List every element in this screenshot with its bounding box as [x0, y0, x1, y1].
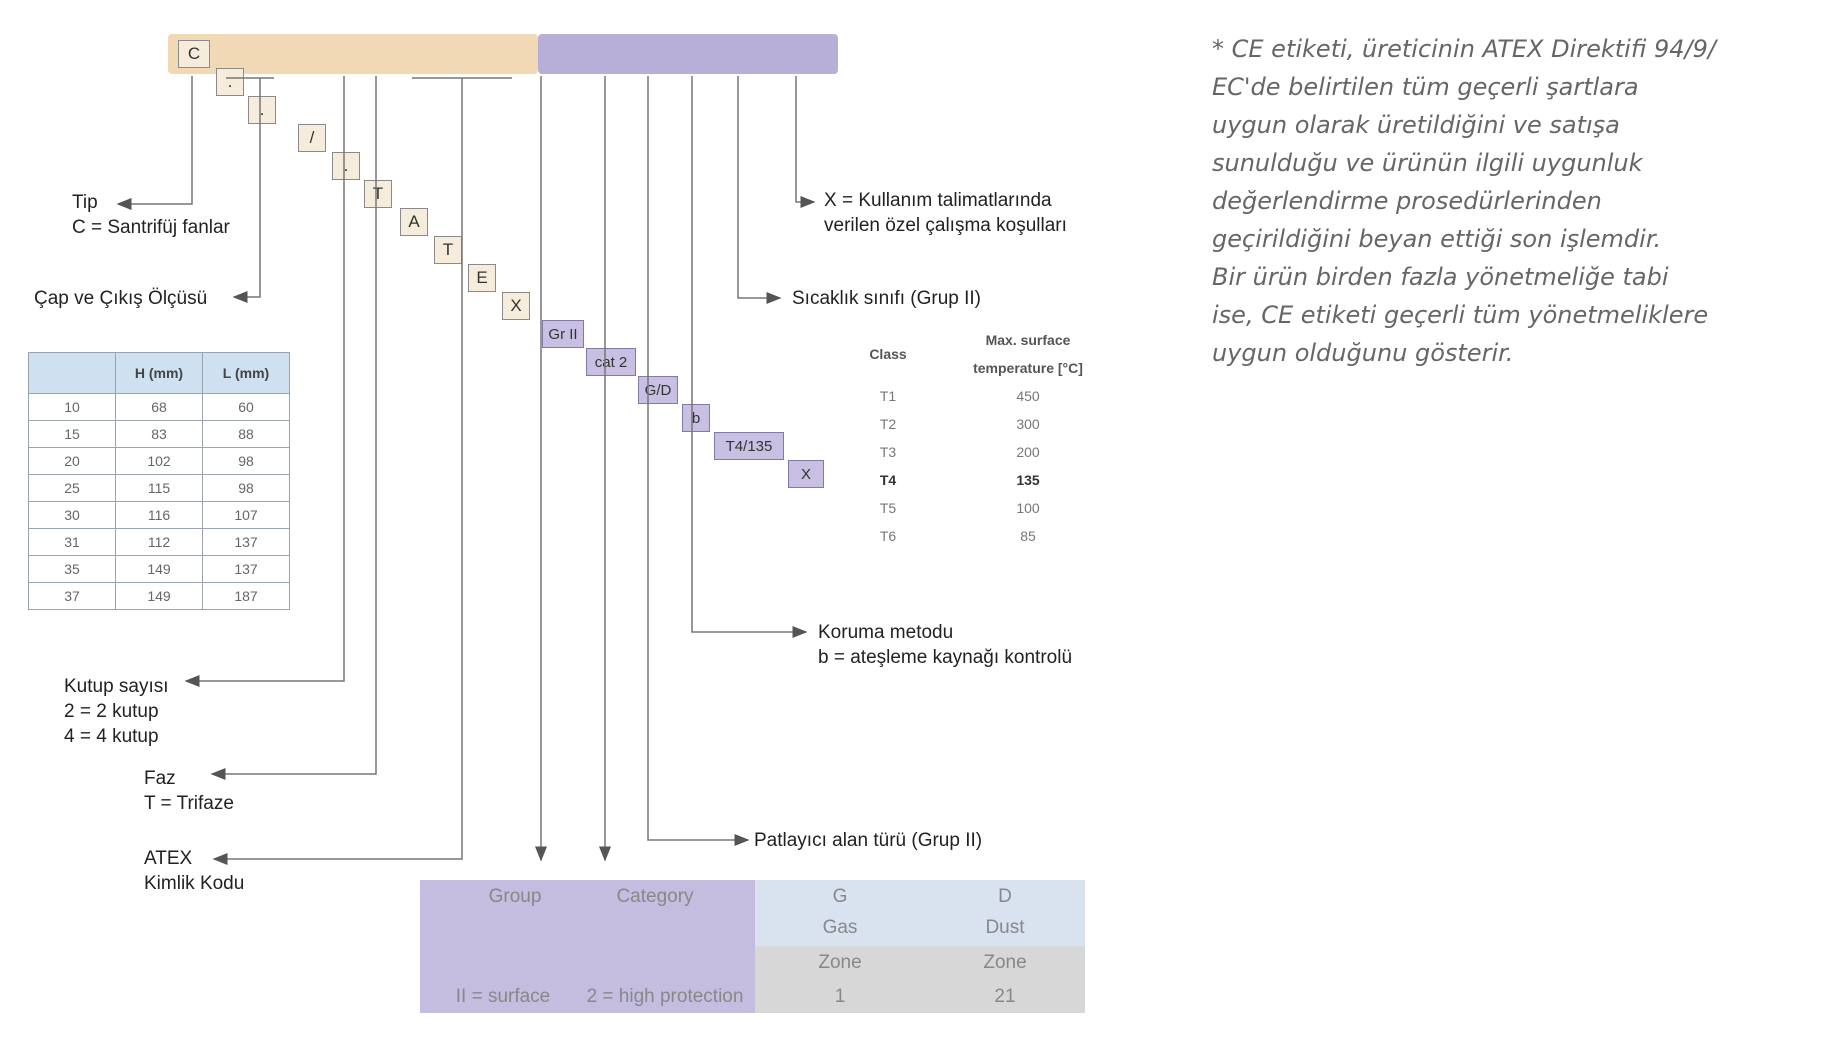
side-note-line: EC'de belirtilen tüm geçerli şartlara: [1212, 73, 1639, 101]
table-row: [852, 528, 1052, 556]
side-note-line: Bir ürün birden fazla yönetmeliğe tabi: [1212, 263, 1669, 291]
table-row: [852, 388, 1052, 416]
table-row: [29, 421, 290, 448]
table-cell: 88: [203, 421, 290, 448]
table-cell: 149: [116, 583, 203, 610]
table-cell: 98: [203, 475, 290, 502]
temp-header-class: Class: [869, 346, 907, 362]
table-cell: 37: [29, 583, 116, 610]
side-note-line: ise, CE etiketi geçerli tüm yönetmeliklere: [1212, 301, 1709, 329]
code-cell: .: [248, 96, 276, 124]
code-cell: E: [468, 264, 496, 292]
table-row-highlighted: [852, 472, 1052, 500]
table-row: [852, 500, 1052, 528]
table-cell: 30: [29, 502, 116, 529]
temp-class: T5: [879, 500, 897, 516]
label-koruma-desc: b = ateşleme kaynağı kontrolü: [818, 647, 1073, 668]
table-row: [852, 416, 1052, 444]
temp-header-max: Max. surface: [985, 332, 1071, 348]
label-tip-desc: C = Santrifüj fanlar: [72, 217, 230, 238]
table-cell: 112: [116, 529, 203, 556]
code-cell-group: Gr II: [542, 320, 584, 348]
table-row: [852, 444, 1052, 472]
temp-value: 200: [1016, 444, 1040, 460]
code-cell-category: cat 2: [586, 348, 636, 376]
ce-side-note: [1212, 30, 1812, 372]
code-cell: T: [434, 236, 462, 264]
table-cell: 68: [116, 394, 203, 421]
side-note-line: * CE etiketi, üreticinin ATEX Direktifi 94/9/: [1212, 35, 1716, 63]
table-cell: 137: [203, 556, 290, 583]
table-row: [29, 583, 290, 610]
table-row: [29, 394, 290, 421]
dim-header-cell: H (mm): [116, 353, 203, 394]
code-cell: /: [298, 124, 326, 152]
dim-header-cell: L (mm): [203, 353, 290, 394]
code-cell-x: X: [788, 460, 824, 488]
label-kutup-2: 2 = 2 kutup: [64, 701, 159, 722]
table-cell: 10: [29, 394, 116, 421]
label-koruma: [818, 620, 1072, 670]
label-tip: [72, 190, 230, 240]
zone-dust-label: Zone: [983, 952, 1027, 973]
dust-label: Dust: [985, 917, 1025, 938]
code-cell: .: [216, 68, 244, 96]
table-cell: 35: [29, 556, 116, 583]
table-cell: 137: [203, 529, 290, 556]
side-note-line: uygun olarak üretildiğini ve satışa: [1212, 111, 1620, 139]
group-category-table: [420, 880, 1085, 1013]
label-atex-title: ATEX: [144, 848, 193, 869]
table-cell: 60: [203, 394, 290, 421]
group-label: Group: [488, 886, 542, 907]
label-x-line1: X = Kullanım talimatlarında: [824, 190, 1052, 211]
label-atex-desc: Kimlik Kodu: [144, 873, 245, 894]
side-note-line: uygun olduğunu gösterir.: [1212, 339, 1514, 367]
label-kutup-title: Kutup sayısı: [64, 676, 169, 697]
label-tip-title: Tip: [72, 192, 98, 213]
group-value: II = surface: [455, 986, 551, 1007]
code-cell: T: [364, 180, 392, 208]
code-cell: .: [332, 152, 360, 180]
zone-gas-label: Zone: [818, 952, 862, 973]
label-faz-desc: T = Trifaze: [144, 793, 234, 814]
temp-class: T1: [879, 388, 897, 404]
temp-class: T4: [879, 472, 897, 488]
code-cell-temp-class: T4/135: [714, 432, 784, 460]
label-faz: [144, 766, 234, 816]
table-cell: 83: [116, 421, 203, 448]
temp-value: 85: [1020, 528, 1036, 544]
label-atex: [144, 846, 244, 896]
dimension-table-header: [29, 353, 290, 394]
table-row: [29, 448, 290, 475]
category-value: 2 = high protection: [586, 986, 744, 1007]
dust-letter: D: [998, 886, 1012, 907]
table-cell: 98: [203, 448, 290, 475]
zone-gas-value: 1: [834, 986, 846, 1007]
table-cell: 25: [29, 475, 116, 502]
temp-value: 100: [1016, 500, 1040, 516]
table-cell: 20: [29, 448, 116, 475]
table-cell: 115: [116, 475, 203, 502]
code-cell: C: [178, 40, 210, 68]
table-row: [29, 529, 290, 556]
label-kutup-4: 4 = 4 kutup: [64, 726, 159, 747]
table-cell: 107: [203, 502, 290, 529]
table-cell: 149: [116, 556, 203, 583]
code-cell-method: b: [682, 404, 710, 432]
label-patlayici: [754, 828, 982, 853]
gas-label: Gas: [822, 917, 858, 938]
table-row: [29, 556, 290, 583]
label-x-conditions: [824, 188, 1067, 238]
label-kutup: [64, 674, 169, 749]
dim-header-cell: [29, 353, 116, 394]
temp-class: T2: [879, 416, 897, 432]
code-cell: X: [502, 292, 530, 320]
temp-value: 135: [1016, 472, 1040, 488]
side-note-line: geçirildiğini beyan ettiği son işlemdir.: [1212, 225, 1662, 253]
table-cell: 187: [203, 583, 290, 610]
table-cell: 15: [29, 421, 116, 448]
category-label: Category: [616, 886, 694, 907]
label-sicaklik-title: Sıcaklık sınıfı (Grup II): [792, 288, 981, 309]
table-cell: 102: [116, 448, 203, 475]
table-cell: 116: [116, 502, 203, 529]
label-sicaklik: [792, 286, 981, 311]
label-faz-title: Faz: [144, 768, 176, 789]
temp-value: 450: [1016, 388, 1040, 404]
table-row: [29, 475, 290, 502]
label-patlayici-title: Patlayıcı alan türü (Grup II): [754, 830, 983, 851]
label-x-line2: verilen özel çalışma koşulları: [824, 215, 1067, 236]
temp-header-temp: temperature [°C]: [973, 360, 1083, 376]
gas-letter: G: [832, 886, 848, 907]
side-note-line: sunulduğu ve ürünün ilgili uygunluk: [1212, 149, 1643, 177]
table-cell: 31: [29, 529, 116, 556]
temp-value: 300: [1016, 416, 1040, 432]
temp-class: T3: [879, 444, 897, 460]
temp-class: T6: [879, 528, 897, 544]
label-cap-title: Çap ve Çıkış Ölçüsü: [34, 288, 208, 309]
side-note-line: değerlendirme prosedürlerinden: [1212, 187, 1602, 215]
dimension-table: [28, 352, 290, 610]
code-cell-gas-dust: G/D: [638, 376, 678, 404]
code-cell: A: [400, 208, 428, 236]
table-row: [29, 502, 290, 529]
label-cap: [34, 286, 207, 311]
label-koruma-title: Koruma metodu: [818, 622, 954, 643]
zone-dust-value: 21: [994, 986, 1016, 1007]
